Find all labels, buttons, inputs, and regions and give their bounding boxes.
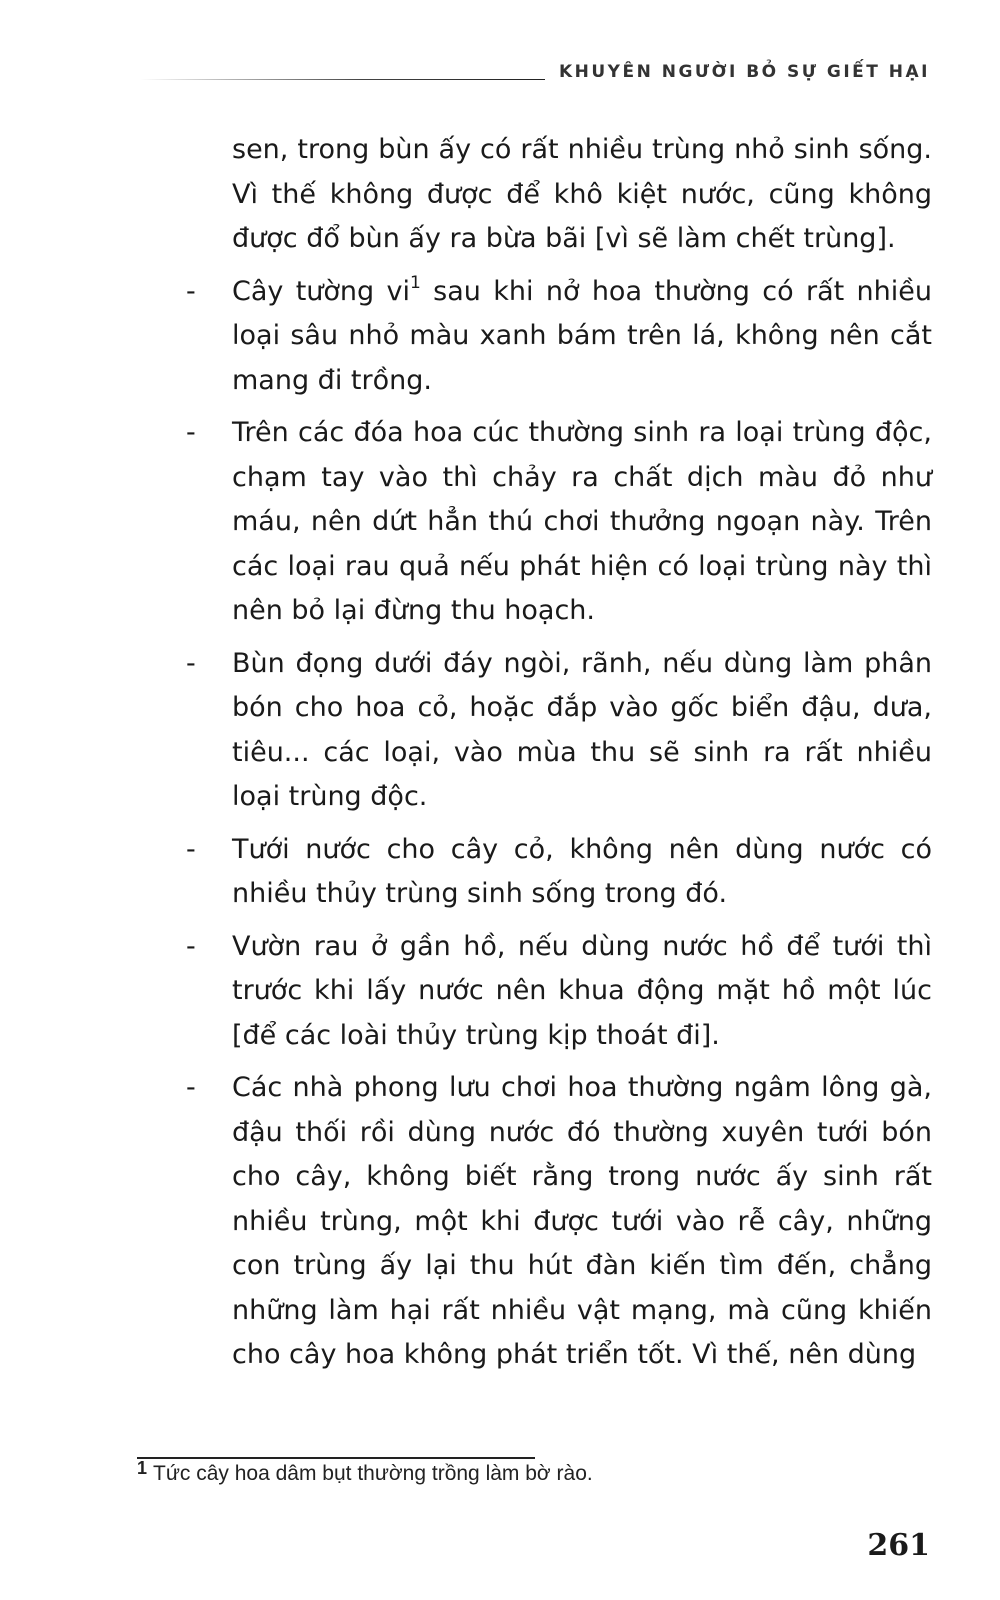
list-item-text: Các nhà phong lưu chơi hoa thường ngâm lông gà, đậu thối rồi dùng nước đó thường xuyên tưới bón cho cây, không biết rằng trong nước ấy sinh rất nhiều trùng, một khi được tưới vào rễ cây, những con trùng ấy lại thu hút đàn kiến tìm đến, chẳng những làm hại rất nhiều vật mạng, mà cũng khiến cho cây hoa không phát triển tốt. Vì thế, nên dùng <box>232 1072 932 1370</box>
continuation-paragraph: sen, trong bùn ấy có rất nhiều trùng nhỏ sinh sống. Vì thế không được để khô kiệt nước, cũng không được đổ bùn ấy ra bừa bãi [vì sẽ làm chết trùng]. <box>232 134 932 254</box>
footnote-rule <box>137 1457 535 1459</box>
list-item-text: Trên các đóa hoa cúc thường sinh ra loại trùng độc, chạm tay vào thì chảy ra chất dịch màu đỏ như máu, nên dứt hẳn thú chơi thưởng ngoạn này. Trên các loại rau quả nếu phát hiện có loại trùng này thì nên bỏ lại đừng thu hoạch. <box>232 417 932 626</box>
bullet-dash: - <box>186 833 196 865</box>
list-item-text <box>232 270 932 404</box>
list-item-text: Tưới nước cho cây cỏ, không nên dùng nước có nhiều thủy trùng sinh sống trong đó. <box>232 833 932 909</box>
list-item <box>186 411 932 634</box>
list-item <box>186 925 932 1059</box>
header-rule <box>140 79 545 80</box>
header-title: KHUYÊN NGƯỜI BỎ SỰ GIẾT HẠI <box>558 62 930 82</box>
footnote-text: Tức cây hoa dâm bụt thường trồng làm bờ rào. <box>153 1462 593 1485</box>
bullet-dash: - <box>186 647 196 679</box>
list-item-text-end: sau khi nở hoa thường có rất nhiều loại sâu nhỏ màu xanh bám trên lá, không nên cắt mang đi trồng. <box>232 275 932 396</box>
list-item <box>186 1066 932 1378</box>
list-item <box>186 270 932 404</box>
bullet-dash: - <box>186 275 196 307</box>
list-item-text-start: Cây tường vi <box>232 275 411 307</box>
list-item <box>186 642 932 820</box>
bullet-dash: - <box>186 417 196 448</box>
page-number: 261 <box>867 1528 930 1563</box>
list-item <box>186 828 932 917</box>
running-header <box>140 62 930 86</box>
footnote <box>137 1458 927 1486</box>
footnote-mark: 1 <box>137 1458 148 1478</box>
body-text <box>186 128 932 1386</box>
list-item-text: Bùn đọng dưới đáy ngòi, rãnh, nếu dùng làm phân bón cho hoa cỏ, hoặc đắp vào gốc biển đậu, dưa, tiêu... các loại, vào mùa thu sẽ sinh ra rất nhiều loại trùng độc. <box>232 647 932 812</box>
bullet-dash: - <box>186 1072 196 1103</box>
bullet-dash: - <box>186 930 196 962</box>
list-item-text: Vườn rau ở gần hồ, nếu dùng nước hồ để tưới thì trước khi lấy nước nên khua động mặt hồ một lúc [để các loài thủy trùng kịp thoát đi]. <box>232 930 932 1051</box>
footnote-reference: 1 <box>410 272 421 293</box>
